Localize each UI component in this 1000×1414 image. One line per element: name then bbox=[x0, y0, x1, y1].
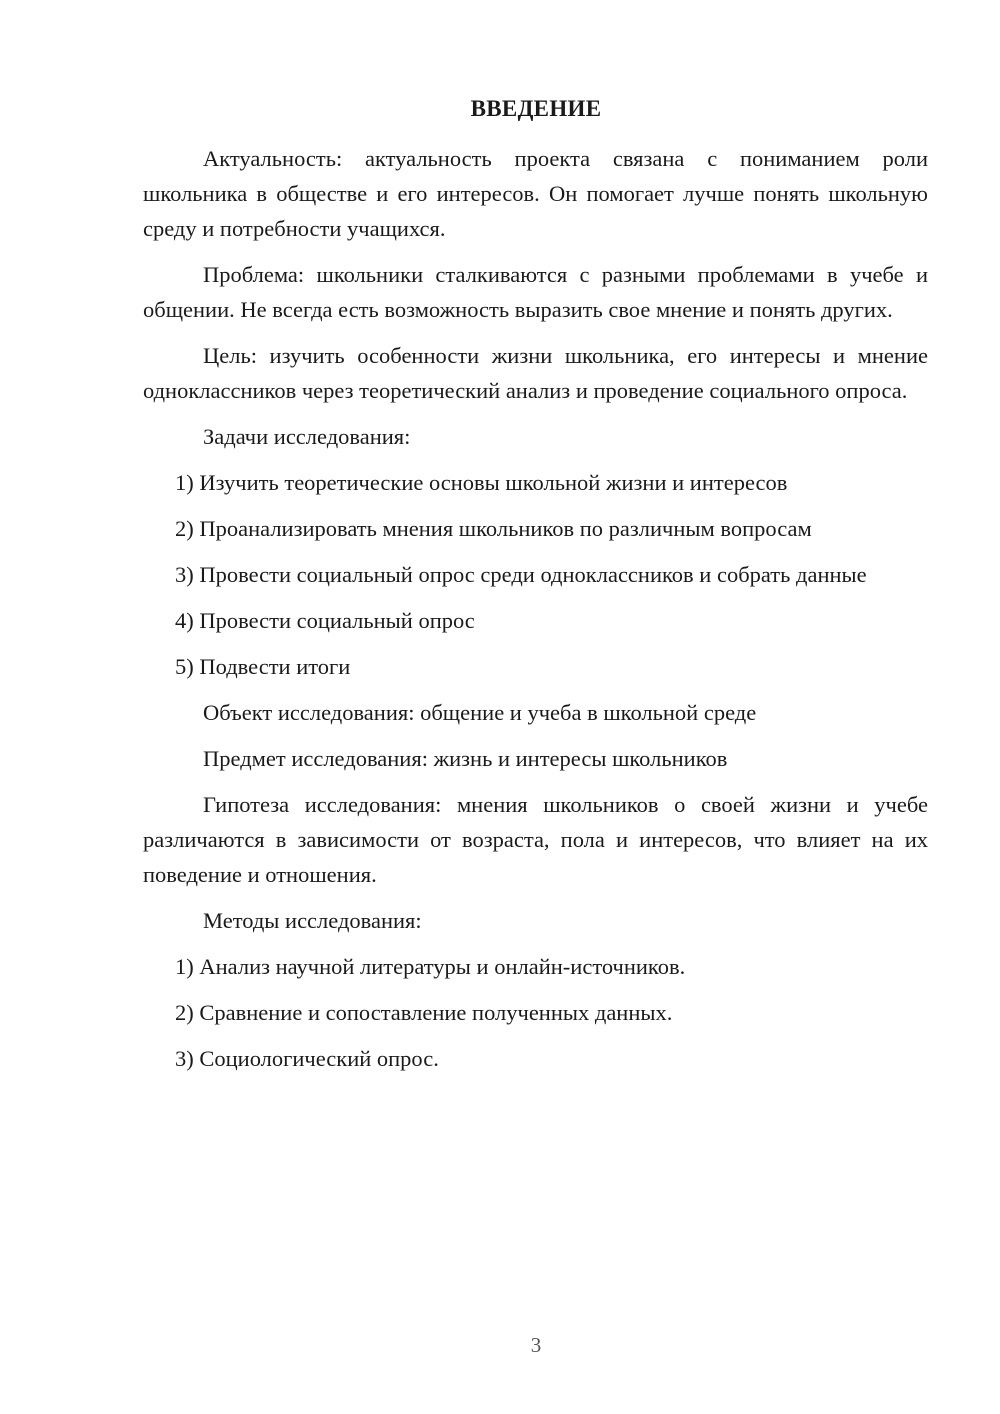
task-item: 1) Изучить теоретические основы школьной жизни и интересов bbox=[175, 470, 788, 495]
problem-paragraph: Проблема: школьники сталкиваются с разными проблемами в учебе и общении. Не всегда есть возможность выразить свое мнение и понять других. bbox=[143, 262, 928, 322]
research-subject: Предмет исследования: жизнь и интересы школьников bbox=[203, 746, 728, 771]
task-item: 3) Провести социальный опрос среди одноклассников и собрать данные bbox=[175, 562, 867, 587]
goal-paragraph: Цель: изучить особенности жизни школьника, его интересы и мнение одноклассников через теоретический анализ и проведение социального опроса. bbox=[143, 343, 928, 403]
section-heading: ВВЕДЕНИЕ bbox=[470, 96, 602, 121]
task-item: 2) Проанализировать мнения школьников по различным вопросам bbox=[175, 516, 812, 541]
research-hypothesis: Гипотеза исследования: мнения школьников о своей жизни и учебе различаются в зависимости от возраста, пола и интересов, что влияет на их поведение и отношения. bbox=[143, 792, 928, 887]
method-item: 2) Сравнение и сопоставление полученных данных. bbox=[175, 1000, 673, 1025]
method-item: 3) Социологический опрос. bbox=[175, 1046, 439, 1071]
tasks-title: Задачи исследования: bbox=[203, 424, 411, 449]
task-item: 4) Провести социальный опрос bbox=[175, 608, 475, 633]
page-number: 3 bbox=[530, 1333, 542, 1357]
research-object: Объект исследования: общение и учеба в школьной среде bbox=[203, 700, 757, 725]
task-item: 5) Подвести итоги bbox=[175, 654, 351, 679]
relevance-paragraph: Актуальность: актуальность проекта связана с пониманием роли школьника в обществе и его интересов. Он помогает лучше понять школьную среду и потребности учащихся. bbox=[143, 146, 928, 241]
methods-title: Методы исследования: bbox=[203, 908, 422, 933]
document-body bbox=[143, 141, 928, 1087]
method-item: 1) Анализ научной литературы и онлайн-источников. bbox=[175, 954, 686, 979]
